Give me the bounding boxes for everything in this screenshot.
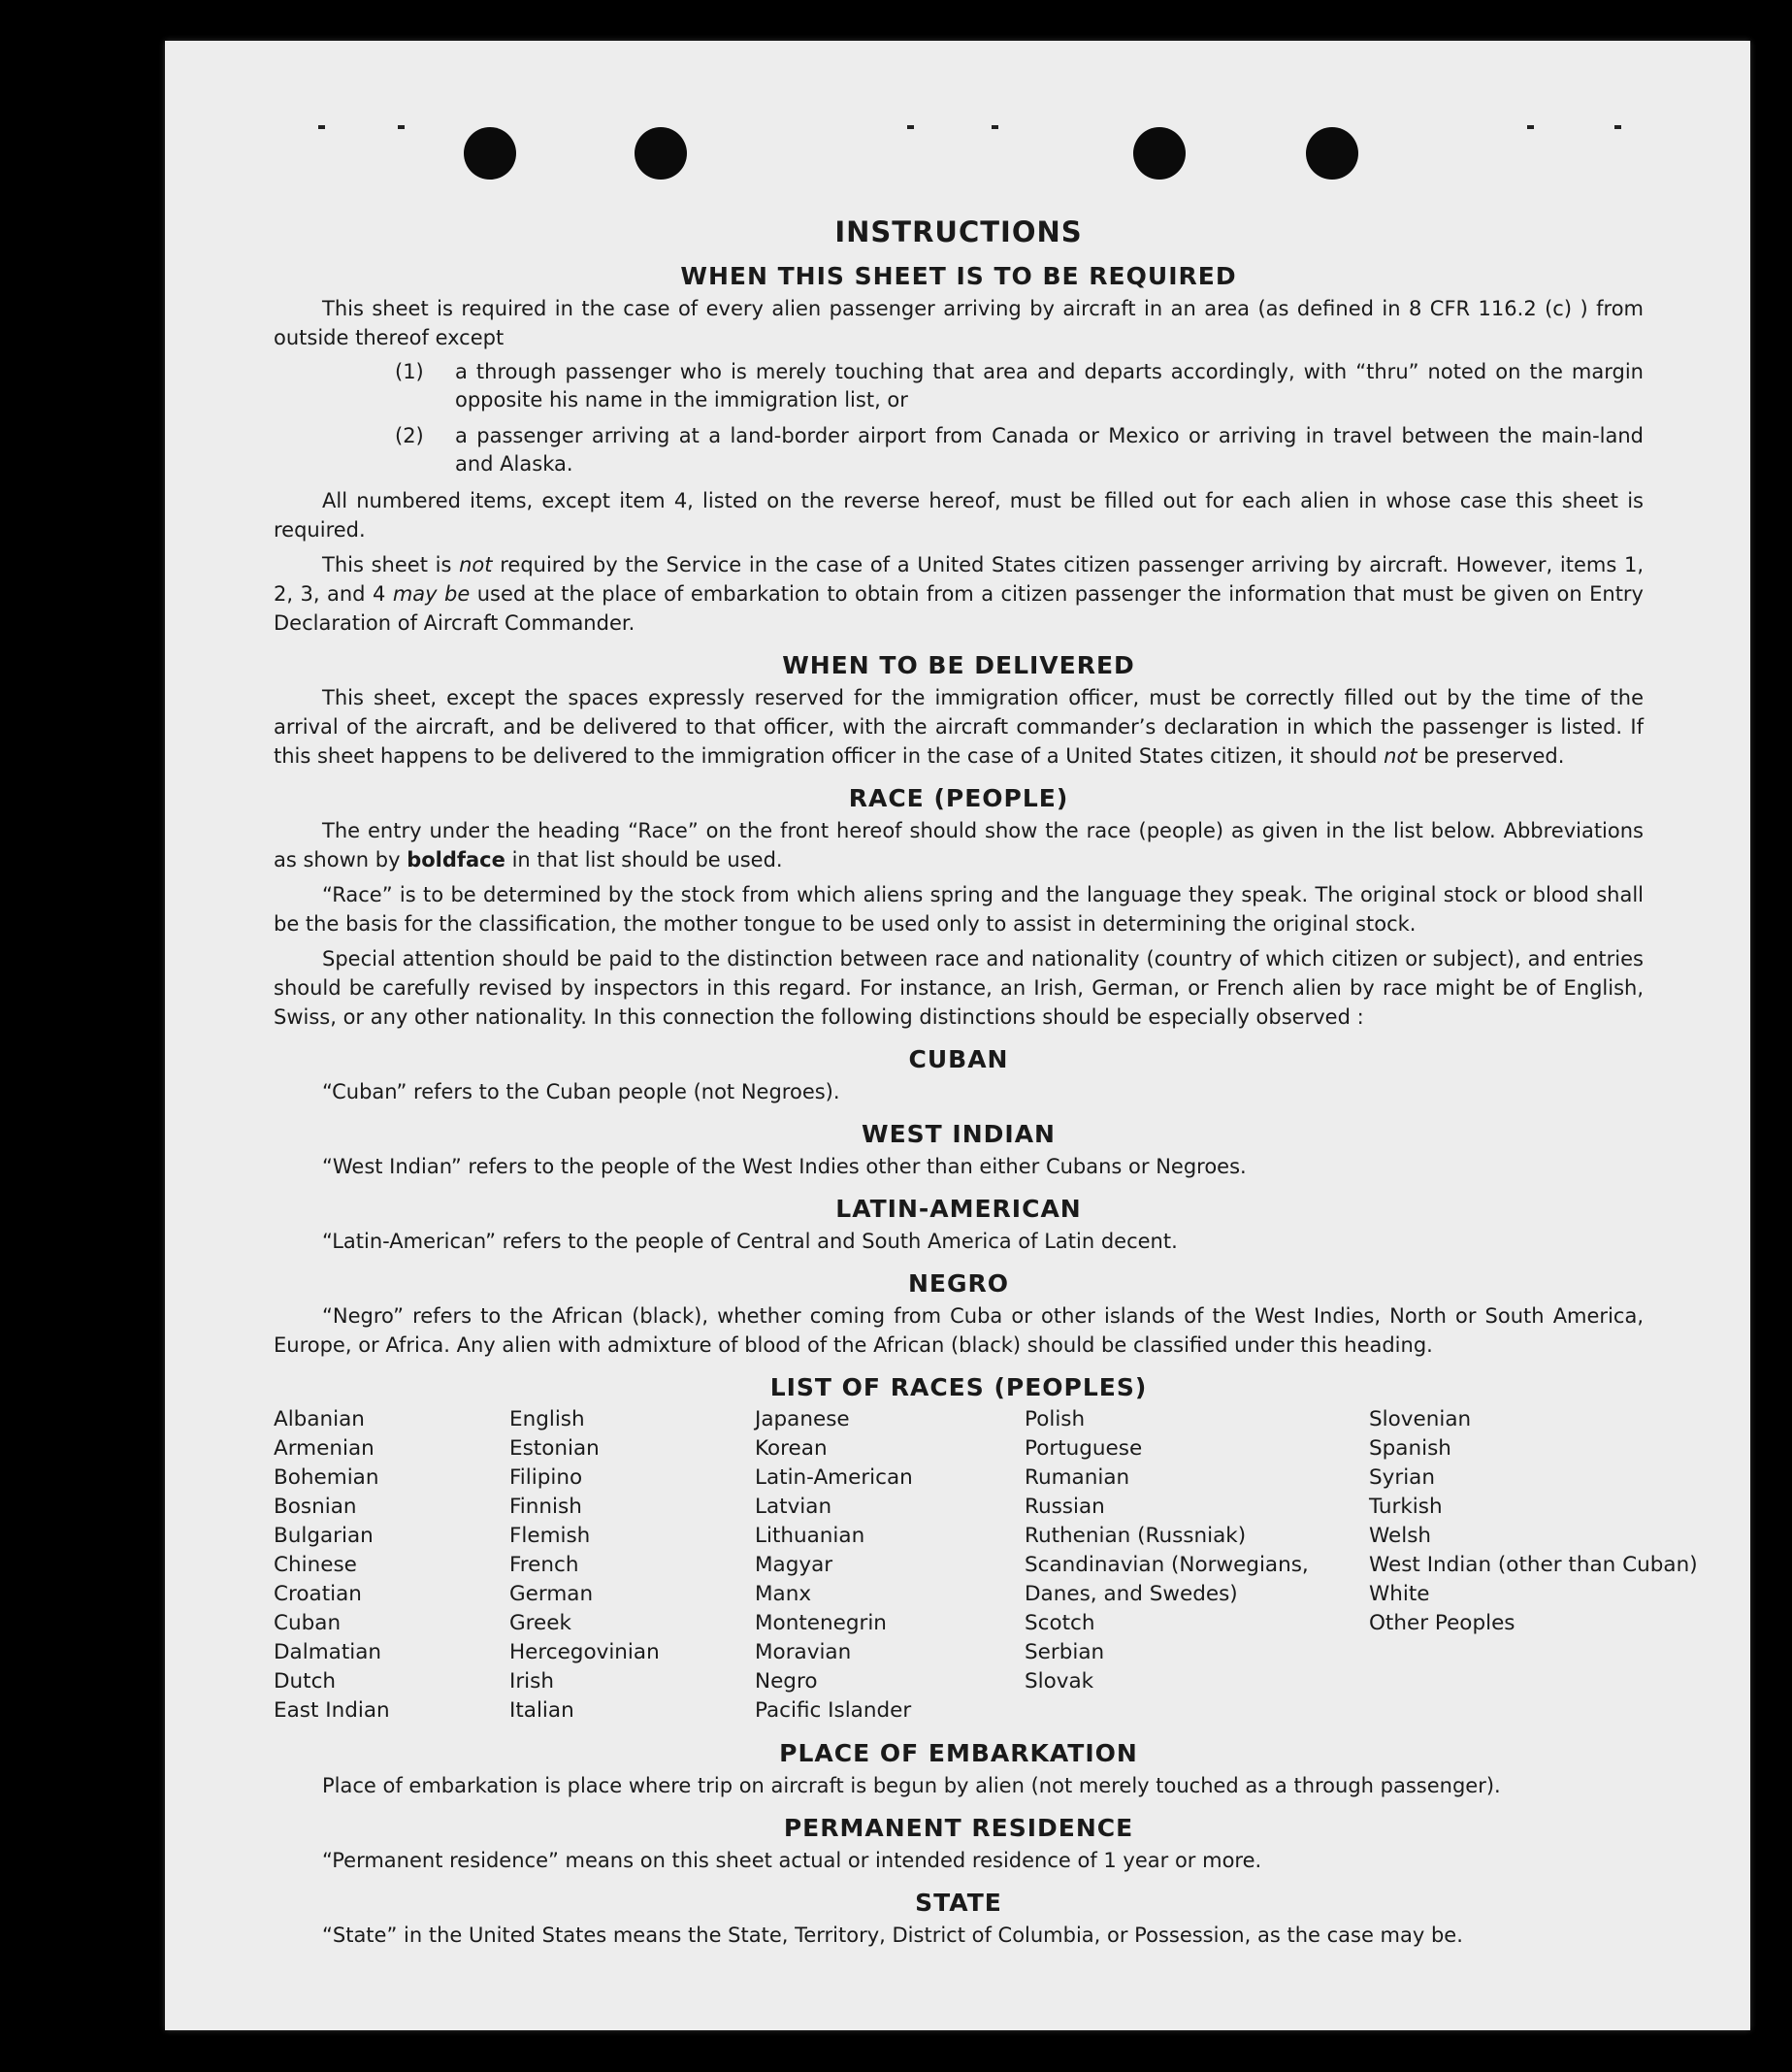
race-entry: Scandinavian (Norwegians, Danes, and Swedes) [1025, 1553, 1309, 1606]
race-entry: Korean [755, 1436, 828, 1461]
races-list [274, 1405, 1698, 1726]
race-entry: Magyar [755, 1553, 833, 1577]
race-entry: Lithuanian [755, 1524, 865, 1548]
race-determination-paragraph: “Race” is to be determined by the stock from which aliens spring and the language they speak. The original stock or blood shall be the basis for the classification, the mother tongue to be used only to assist in determining the original stock. [274, 883, 1644, 936]
race-entry: East Indian [274, 1698, 390, 1723]
race-entry: Latin-American [755, 1465, 913, 1490]
race-entry: Moravian [755, 1640, 852, 1664]
race-entry: French [509, 1553, 579, 1577]
punch-hole [464, 127, 516, 180]
race-entry: Japanese [755, 1407, 850, 1431]
race-entry: Armenian [274, 1436, 375, 1461]
race-entry: Estonian [509, 1436, 600, 1461]
punch-hole [1306, 127, 1358, 180]
race-entry: Other Peoples [1369, 1611, 1515, 1635]
citizen-paragraph [274, 550, 1644, 638]
punch-hole [635, 127, 687, 180]
punch-mark [1614, 125, 1621, 129]
race-entry: Rumanian [1025, 1465, 1130, 1490]
race-entry: Negro [755, 1669, 818, 1694]
page-title: INSTRUCTIONS [834, 215, 1083, 248]
race-entry: Bosnian [274, 1495, 357, 1519]
section-heading-state: STATE [915, 1889, 1002, 1917]
punch-mark [398, 125, 405, 129]
text-run: This sheet, except the spaces expressly reserved for the immigration officer, must be correctly filled out by the time of the arrival of the aircraft, and be delivered to that officer, with the aircraft commander’s declaration in which the passenger is listed. If this sheet happens to be delivered to the immigration officer in the case of a United States citizen, it should [274, 686, 1644, 768]
form-sheet [165, 41, 1750, 2030]
race-entry: Dalmatian [274, 1640, 382, 1664]
section-heading-cuban: CUBAN [908, 1045, 1009, 1073]
race-entry: Scotch [1025, 1611, 1095, 1635]
race-entry: Albanian [274, 1407, 365, 1431]
race-entry: Dutch [274, 1669, 337, 1694]
race-entry: German [509, 1582, 594, 1606]
section-heading-west-indian: WEST INDIAN [862, 1120, 1056, 1148]
race-entry: Irish [509, 1669, 554, 1694]
race-entry: Greek [509, 1611, 571, 1635]
race-paragraph [274, 816, 1644, 874]
section-heading-negro: NEGRO [907, 1269, 1010, 1298]
race-entry: Cuban [274, 1611, 342, 1635]
text-run: be preserved. [1417, 744, 1565, 768]
races-column [755, 1405, 1025, 1726]
race-entry: Polish [1025, 1407, 1086, 1431]
punch-mark [992, 125, 998, 129]
bold-run: boldface [407, 848, 505, 872]
race-entry: Russian [1025, 1495, 1105, 1519]
race-entry: Spanish [1369, 1436, 1451, 1461]
race-entry: Pacific Islander [755, 1698, 912, 1723]
section-heading-embarkation: PLACE OF EMBARKATION [779, 1739, 1138, 1767]
punch-hole [1133, 127, 1186, 180]
race-entry: Italian [509, 1698, 574, 1723]
section-heading-required: WHEN THIS SHEET IS TO BE REQUIRED [680, 262, 1237, 290]
italic-run: may be [392, 582, 471, 606]
race-entry: Bohemian [274, 1465, 379, 1490]
cuban-definition: “Cuban” refers to the Cuban people (not Negroes). [322, 1080, 840, 1103]
instructions-content [274, 175, 1698, 1956]
text-run: This sheet is [322, 553, 460, 576]
race-entry: Chinese [274, 1553, 357, 1577]
latin-american-definition: “Latin-American” refers to the people of Central and South America of Latin decent. [322, 1230, 1178, 1253]
section-heading-residence: PERMANENT RESIDENCE [783, 1814, 1134, 1842]
negro-definition: “Negro” refers to the African (black), whether coming from Cuba or other islands of the West Indies, North or South America, Europe, or Africa. Any alien with admixture of blood of the African (black) should be classified under this heading. [274, 1304, 1644, 1357]
race-entry: West Indian (other than Cuban) [1369, 1553, 1698, 1577]
state-definition: “State” in the United States means the State, Territory, District of Columbia, or Possession, as the case may be. [322, 1924, 1463, 1947]
race-entry: Manx [755, 1582, 812, 1606]
exception-text: a through passenger who is merely touching that area and departs accordingly, with “thru” noted on the margin opposite his name in the immigration list, or [455, 360, 1644, 411]
exception-number: (2) [395, 424, 424, 447]
race-entry: Turkish [1369, 1495, 1443, 1519]
races-column [1025, 1405, 1369, 1726]
race-entry: Portuguese [1025, 1436, 1143, 1461]
delivered-paragraph [274, 683, 1644, 771]
text-run: required by the Service in the case of a United States citizen passenger arriving by aircraft. However, items 1, 2, 3, and 4 [274, 553, 1645, 606]
exception-text: a passenger arriving at a land-border airport from Canada or Mexico or arriving in travel between the main-land and Alaska. [455, 424, 1644, 476]
race-entry: English [509, 1407, 585, 1431]
race-entry: Hercegovinian [509, 1640, 660, 1664]
text-run: The entry under the heading “Race” on the front hereof should show the race (people) as given in the list below. Abbreviations as shown by [274, 819, 1644, 872]
embarkation-definition: Place of embarkation is place where trip on aircraft is begun by alien (not merely touched as a through passenger). [322, 1774, 1501, 1797]
races-column [1369, 1405, 1698, 1726]
race-entry: Flemish [509, 1524, 591, 1548]
race-entry: Filipino [509, 1465, 583, 1490]
race-entry: Croatian [274, 1582, 362, 1606]
section-heading-races-list: LIST OF RACES (PEOPLES) [769, 1373, 1148, 1401]
race-entry: Slovak [1025, 1669, 1094, 1694]
race-entry: Slovenian [1369, 1407, 1472, 1431]
punch-mark [318, 125, 325, 129]
punch-mark [1527, 125, 1534, 129]
italic-run: not [1384, 744, 1417, 768]
italic-run: not [459, 553, 493, 576]
race-entry: White [1369, 1582, 1430, 1606]
race-entry: Finnish [509, 1495, 582, 1519]
section-heading-latin-american: LATIN-AMERICAN [835, 1195, 1082, 1223]
race-entry: Latvian [755, 1495, 832, 1519]
punch-mark [907, 125, 914, 129]
race-entry: Bulgarian [274, 1524, 374, 1548]
race-entry: Serbian [1025, 1640, 1105, 1664]
section-heading-delivered: WHEN TO BE DELIVERED [782, 651, 1135, 679]
exception-item [395, 358, 1644, 414]
race-entry: Syrian [1369, 1465, 1435, 1490]
numbered-items-paragraph: All numbered items, except item 4, listed on the reverse hereof, must be filled out for each alien in whose case this sheet is required. [274, 489, 1644, 542]
exception-item [395, 422, 1644, 478]
race-entry: Welsh [1369, 1524, 1432, 1548]
race-nationality-paragraph: Special attention should be paid to the distinction between race and nationality (country of which citizen or subject), and entries should be carefully revised by inspectors in this regard. For instance, an Irish, German, or French alien by race might be of English, Swiss, or any other nationality. In this connection the following distinctions should be especially observed : [274, 947, 1644, 1029]
race-entry: Montenegrin [755, 1611, 887, 1635]
races-column [509, 1405, 755, 1726]
west-indian-definition: “West Indian” refers to the people of the West Indies other than either Cubans or Negroes. [322, 1155, 1247, 1178]
exception-number: (1) [395, 360, 424, 383]
required-paragraph: This sheet is required in the case of every alien passenger arriving by aircraft in an area (as defined in 8 CFR 116.2 (c) ) from outside thereof except [274, 297, 1644, 349]
race-entry: Ruthenian (Russniak) [1025, 1524, 1247, 1548]
residence-definition: “Permanent residence” means on this sheet actual or intended residence of 1 year or more. [322, 1849, 1262, 1872]
text-run: used at the place of embarkation to obtain from a citizen passenger the information that must be given on Entry Declaration of Aircraft Commander. [274, 582, 1644, 635]
text-run: in that list should be used. [505, 848, 783, 872]
races-column [274, 1405, 509, 1726]
section-heading-race: RACE (PEOPLE) [848, 784, 1069, 812]
